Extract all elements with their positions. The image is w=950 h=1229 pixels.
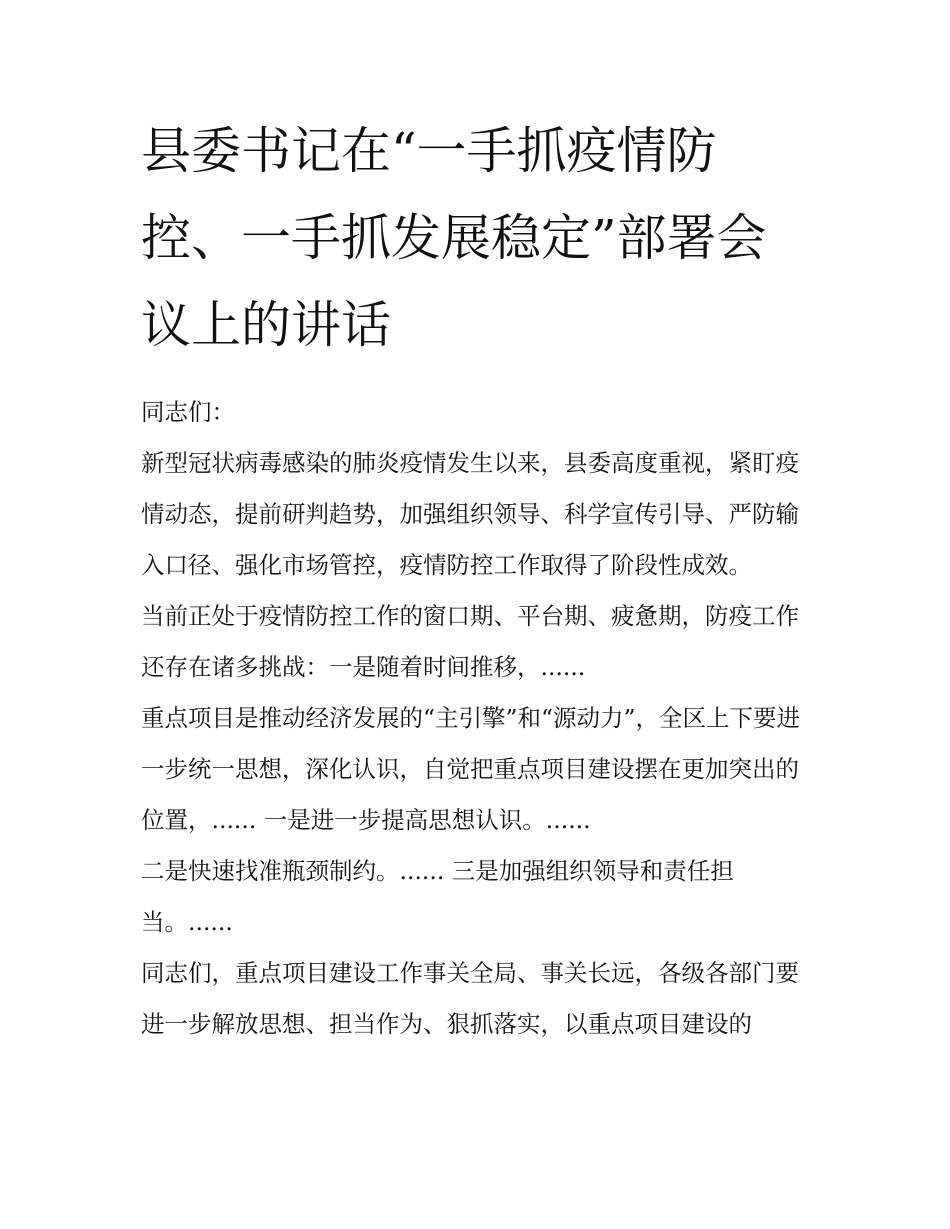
document-title: 县委书记在“一手抓疫情防控、一手抓发展稳定”部署会议上的讲话 <box>141 122 767 354</box>
paragraph-salutation: 同志们： <box>141 398 235 426</box>
paragraph-current-challenges: 当前正处于疫情防控工作的窗口期、平台期、疲惫期，防疫工作还存在诸多挑战：一是随着时间推移，...... <box>141 602 799 681</box>
paragraph-key-projects: 重点项目是推动经济发展的“主引擎”和“源动力”，全区上下要进一步统一思想，深化认识，自觉把重点项目建设摆在更加突出的位置，...... 一是进一步提高思想认识。...... <box>141 704 801 834</box>
paragraph-bottlenecks: 二是快速找准瓶颈制约。...... 三是加强组织领导和责任担当。...... <box>141 857 734 936</box>
document-body <box>141 108 813 1050</box>
paragraph-epidemic-response: 新型冠状病毒感染的肺炎疫情发生以来，县委高度重视，紧盯疫情动态，提前研判趋势，加强组织领导、科学宣传引导、严防输入口径、强化市场管控，疫情防控工作取得了阶段性成效。 <box>141 449 799 579</box>
paragraph-closing: 同志们，重点项目建设工作事关全局、事关长远，各级各部门要进一步解放思想、担当作为、狠抓落实，以重点项目建设的 <box>141 959 799 1038</box>
